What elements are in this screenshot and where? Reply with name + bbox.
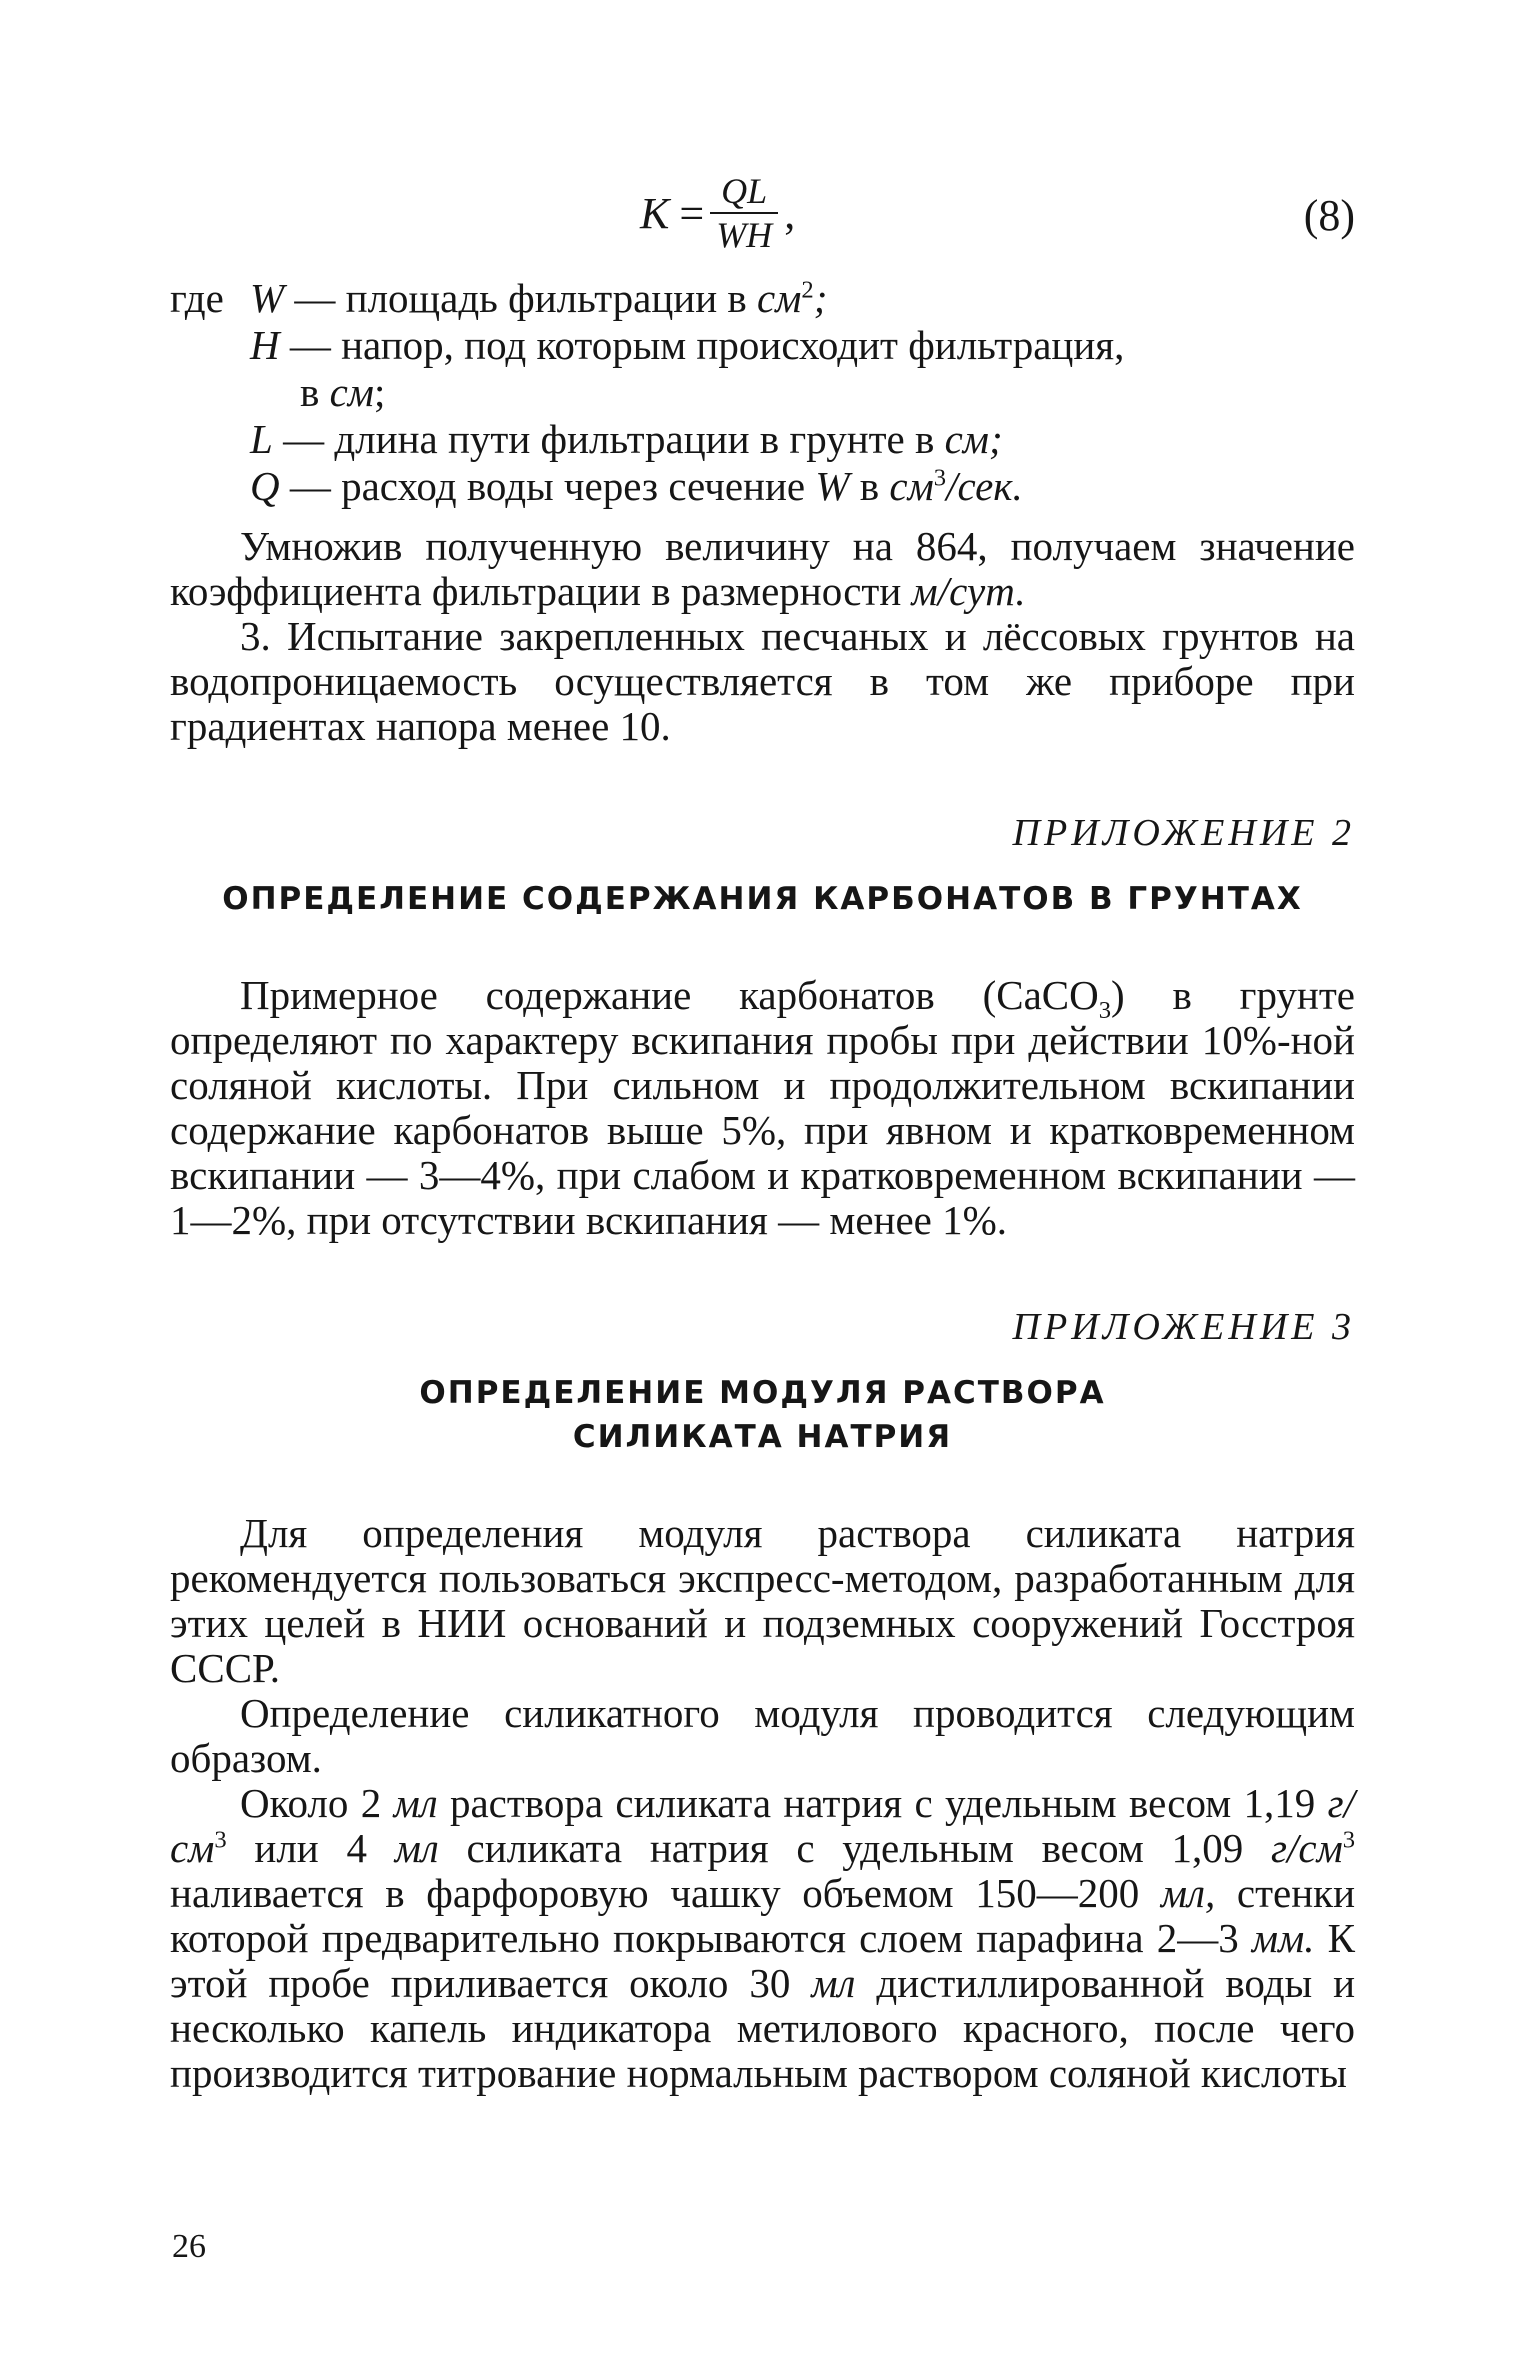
superscript: 3 bbox=[214, 1826, 227, 1854]
unit: см bbox=[889, 463, 934, 509]
symbol-w: W bbox=[815, 463, 850, 509]
appendix-3-title bbox=[170, 1371, 1355, 1459]
appendix-2-label: ПРИЛОЖЕНИЕ 2 bbox=[1012, 812, 1355, 854]
formula-fraction bbox=[710, 170, 778, 256]
paragraph-procedure-intro: Определение силикатного модуля проводится следующим образом. bbox=[170, 1690, 1355, 1781]
definition-text: в bbox=[859, 463, 880, 509]
symbol-h: H bbox=[250, 322, 280, 368]
document-page bbox=[170, 150, 1355, 2096]
paragraph-text: К этой пробе приливается около 30 bbox=[170, 1915, 1356, 2006]
paragraph-text: раствора силиката натрия с удельным весом 1,19 bbox=[449, 1780, 1316, 1826]
definition-q bbox=[170, 463, 1355, 510]
definition-h bbox=[170, 322, 1355, 369]
superscript: 2 bbox=[801, 276, 814, 304]
appendix-2-title: ОПРЕДЕЛЕНИЕ СОДЕРЖАНИЯ КАРБОНАТОВ В ГРУНТАХ bbox=[222, 881, 1303, 917]
paragraph-test-3: 3. Испытание закрепленных песчаных и лёссовых грунтов на водопроницаемость осуществляется в том же приборе при градиентах напора менее 10. bbox=[170, 613, 1355, 749]
unit: г/см bbox=[1270, 1825, 1343, 1871]
paragraph-text: силиката натрия с удельным весом 1,09 bbox=[466, 1825, 1244, 1871]
equation-number: (8) bbox=[1303, 191, 1355, 240]
unit: г/см bbox=[170, 1780, 1356, 1871]
punct: ; bbox=[373, 369, 386, 415]
unit: /сек. bbox=[946, 463, 1023, 509]
unit: мл bbox=[811, 1960, 856, 2006]
unit: м/сут. bbox=[911, 568, 1026, 614]
definition-text: — расход воды через сечение bbox=[289, 463, 806, 509]
formula-k bbox=[640, 170, 795, 256]
paragraph-text: Примерное содержание карбонатов (CaCO bbox=[240, 972, 1099, 1018]
paragraph-text: ) в грунте определяют по характеру вскипания пробы при действии 10%-ной соляной кислоты. При сильном и продолжительном вскипании содержание карбонатов выше 5%, при явном и кратковременном вскипании — 3—4%, при слабом и кратковременном вскипании —1—2%, при отсутствии вскипания — менее 1%. bbox=[170, 972, 1355, 1243]
formula-lhs: K bbox=[640, 188, 670, 238]
unit: мм. bbox=[1251, 1915, 1315, 1961]
page-number: 26 bbox=[172, 2228, 206, 2265]
superscript: 3 bbox=[933, 464, 947, 492]
formula-block bbox=[170, 150, 1355, 275]
unit: мл bbox=[393, 1780, 438, 1826]
paragraph-text: или 4 bbox=[254, 1825, 367, 1871]
paragraph-text: наливается в фарфоровую чашку объемом 150—200 bbox=[170, 1870, 1140, 1916]
unit: мл bbox=[394, 1825, 439, 1871]
variable-definitions bbox=[170, 275, 1355, 510]
symbol-l: L bbox=[250, 416, 273, 462]
definition-h-continuation bbox=[170, 369, 1355, 416]
definitions-intro: где bbox=[170, 275, 224, 321]
definition-text: в bbox=[300, 369, 320, 415]
punct: ; bbox=[813, 275, 828, 321]
definition-text: — площадь фильтрации в bbox=[294, 275, 747, 321]
paragraph-text: дистиллированной воды и несколько капель индикатора метилового красного, после чего производится титрование нормальным раствором соляной кислоты bbox=[170, 1960, 1356, 2096]
definition-l bbox=[170, 416, 1355, 463]
subscript: 3 bbox=[1098, 997, 1112, 1025]
symbol-q: Q bbox=[250, 463, 280, 509]
superscript: 3 bbox=[1342, 1826, 1356, 1854]
paragraph-text: Около 2 bbox=[240, 1780, 382, 1826]
appendix-3-title-line1: ОПРЕДЕЛЕНИЕ МОДУЛЯ РАСТВОРА bbox=[419, 1375, 1106, 1411]
formula-comma: , bbox=[784, 188, 796, 238]
paragraph-carbonates bbox=[170, 973, 1355, 1243]
paragraph-text: Умножив полученную величину на 864, получаем значение коэффициента фильтрации в размерности bbox=[170, 523, 1355, 614]
unit: см; bbox=[944, 416, 1003, 462]
paragraph-procedure bbox=[170, 1781, 1355, 2096]
appendix-3-title-line2: СИЛИКАТА НАТРИЯ bbox=[572, 1419, 953, 1455]
appendix-3-label: ПРИЛОЖЕНИЕ 3 bbox=[1012, 1306, 1355, 1348]
definition-text: — напор, под которым происходит фильтрация, bbox=[289, 322, 1125, 368]
formula-equals: = bbox=[679, 188, 705, 238]
unit: см bbox=[329, 369, 374, 415]
unit: мл, bbox=[1160, 1870, 1216, 1916]
unit: см bbox=[757, 275, 802, 321]
paragraph-multiply bbox=[170, 524, 1355, 614]
symbol-w: W bbox=[250, 275, 285, 321]
paragraph-method: Для определения модуля раствора силиката натрия рекомендуется пользоваться экспресс-методом, разработанным для этих целей в НИИ оснований и подземных сооружений Госстроя СССР. bbox=[170, 1510, 1355, 1691]
definition-w bbox=[170, 275, 1355, 322]
formula-numerator: QL bbox=[721, 171, 768, 211]
paragraph-text: стенки которой предварительно покрываются слоем парафина 2—3 bbox=[170, 1870, 1356, 1961]
definition-text: — длина пути фильтрации в грунте в bbox=[283, 416, 935, 462]
formula-denominator: WH bbox=[716, 215, 773, 255]
